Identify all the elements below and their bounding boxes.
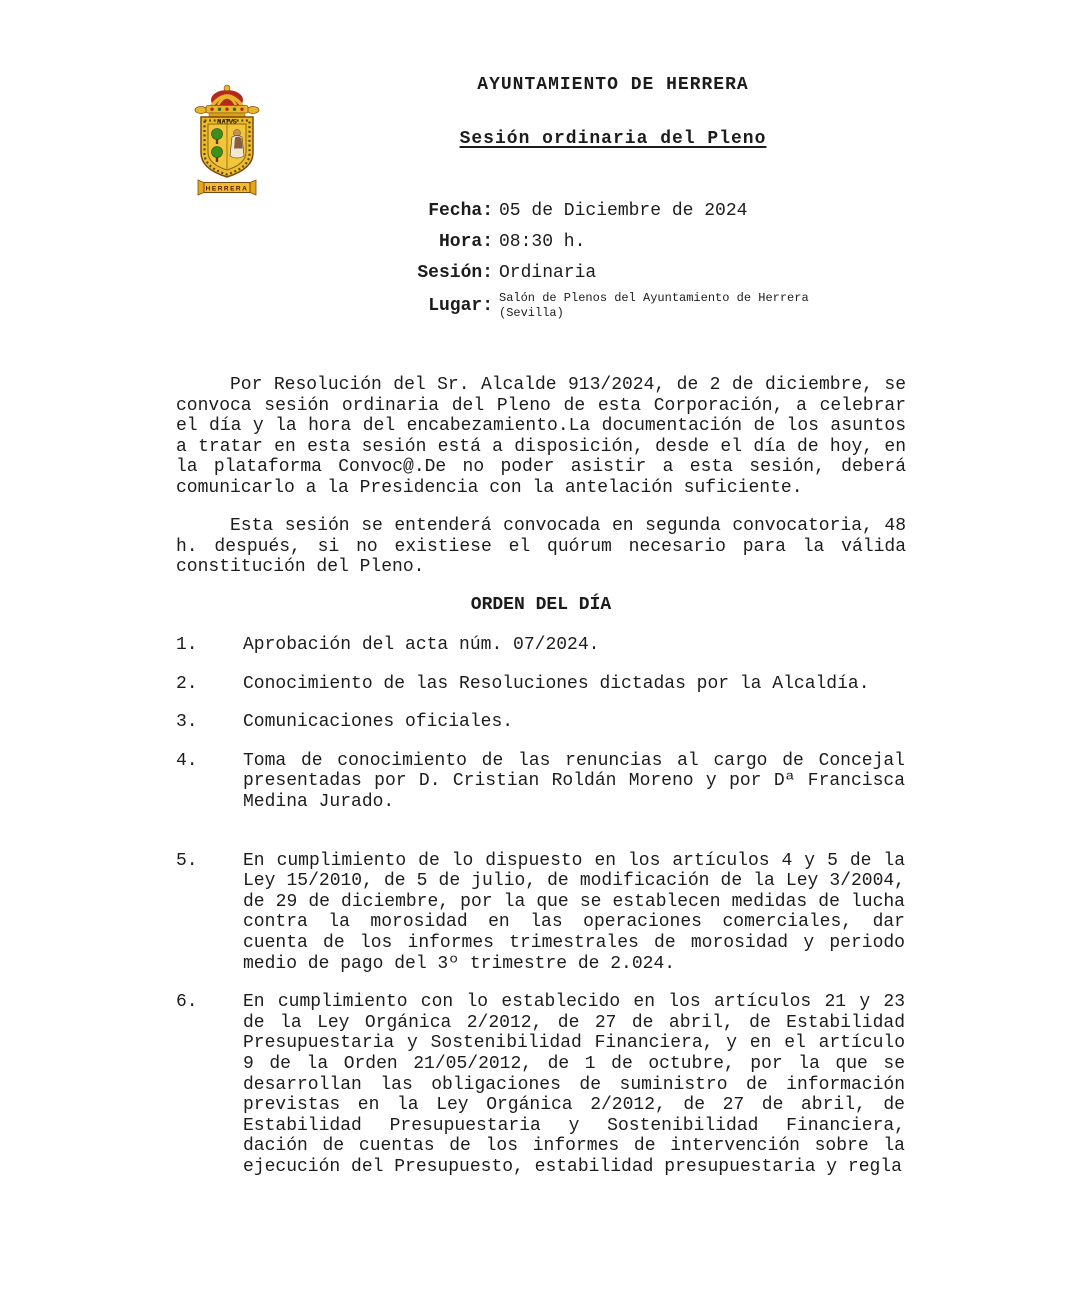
meta-row-lugar — [337, 291, 937, 321]
meta-label-fecha: Fecha: — [428, 201, 493, 221]
agenda-item-6 — [176, 992, 906, 1177]
crest-banner-text: HERRERA — [205, 185, 249, 193]
crown-right-ornament — [247, 107, 259, 114]
agenda-item-text: Comunicaciones oficiales. — [243, 712, 514, 733]
shield-icon — [201, 117, 253, 177]
agenda-item-5 — [176, 851, 906, 975]
crest-motto-text: NATVS — [217, 119, 237, 126]
agenda-item-text: Conocimiento de las Resoluciones dictadas por la Alcaldía. — [243, 673, 870, 694]
agenda-list — [176, 635, 906, 1177]
agenda-heading: ORDEN DEL DÍA — [470, 595, 612, 615]
agenda-item-text: Toma de conocimiento de las renuncias al cargo de Concejal presentadas por D. Cristian Roldán Moreno y por Dª Francisca Medina Jurado. — [243, 750, 905, 812]
agenda-item-1 — [176, 635, 906, 656]
agenda-item-number: 2. — [176, 673, 198, 694]
municipal-crest-icon — [185, 84, 269, 196]
meta-value-lugar: Salón de Plenos del Ayuntamiento de Herrera (Sevilla) — [499, 291, 809, 320]
agenda-item-2 — [176, 674, 906, 695]
meta-label-lugar: Lugar: — [428, 295, 493, 316]
agenda-item-number: 6. — [176, 992, 198, 1013]
agenda-item-text: En cumplimiento con lo establecido en los artículos 21 y 23 de la Ley Orgánica 2/2012, de 27 de abril, de Estabilidad Presupuestaria y Sostenibilidad Financiera, y en el artículo 9 de la Orden 21/05/2012, de 1 de octubre, por la que se desarrollan las obligaciones de suministro de información previstas en la Ley Orgánica 2/2012, de 27 de abril, de Estabilidad Presupuestaria y Sostenibilidad Financiera, dación de cuentas de los informes de intervención sobre la ejecución del Presupuesto, estabilidad presupuestaria y regla — [243, 992, 905, 1177]
agenda-item-number: 1. — [176, 635, 198, 655]
agenda-item-number: 5. — [176, 850, 198, 871]
meta-label-hora: Hora: — [438, 232, 493, 252]
page-title: AYUNTAMIENTO DE HERRERA — [477, 75, 749, 95]
session-meta — [337, 201, 937, 331]
meta-value-hora: 08:30 h. — [499, 232, 586, 252]
agenda-item-number: 4. — [176, 750, 198, 771]
meta-row-fecha — [337, 201, 937, 222]
agenda-item-text: Aprobación del acta núm. 07/2024. — [243, 635, 600, 655]
meta-row-sesion — [337, 263, 937, 284]
meta-label-sesion: Sesión: — [417, 263, 493, 283]
agenda-item-number: 3. — [176, 712, 198, 733]
crown-icon — [206, 85, 248, 117]
agenda-item-text: En cumplimiento de lo dispuesto en los artículos 4 y 5 de la Ley 15/2010, de 5 de julio, de modificación de la Ley 3/2004, de 29 de diciembre, por la que se establecen medidas de lucha contra la morosidad en las operaciones comerciales, dar cuenta de los informes trimestrales de morosidad y periodo medio de pago del 3º trimestre de 2.024. — [243, 850, 905, 974]
intro-paragraph: Por Resolución del Sr. Alcalde 913/2024, de 2 de diciembre, se convoca sesión ordinaria del Pleno de esta Corporación, a celebrar el día y la hora del encabezamiento.La documentación de los asuntos a tratar en esta sesión está a disposición, desde el día de hoy, en la plataforma Convoc@.De no poder asistir a esta sesión, deberá comunicarlo a la Presidencia con la antelación suficiente. — [176, 375, 906, 498]
agenda-item-3 — [176, 712, 906, 733]
document-header — [263, 74, 963, 150]
crown-left-ornament — [195, 107, 207, 114]
meta-row-hora — [337, 232, 937, 253]
session-subtitle: Sesión ordinaria del Pleno — [459, 129, 767, 149]
meta-value-fecha: 05 de Diciembre de 2024 — [499, 201, 748, 221]
second-call-paragraph: Esta sesión se entenderá convocada en segunda convocatoria, 48 h. después, si no existiese el quórum necesario para la válida constitución del Pleno. — [176, 516, 906, 578]
crest-banner — [198, 180, 256, 195]
meta-value-sesion: Ordinaria — [499, 263, 597, 283]
agenda-item-4 — [176, 751, 906, 813]
